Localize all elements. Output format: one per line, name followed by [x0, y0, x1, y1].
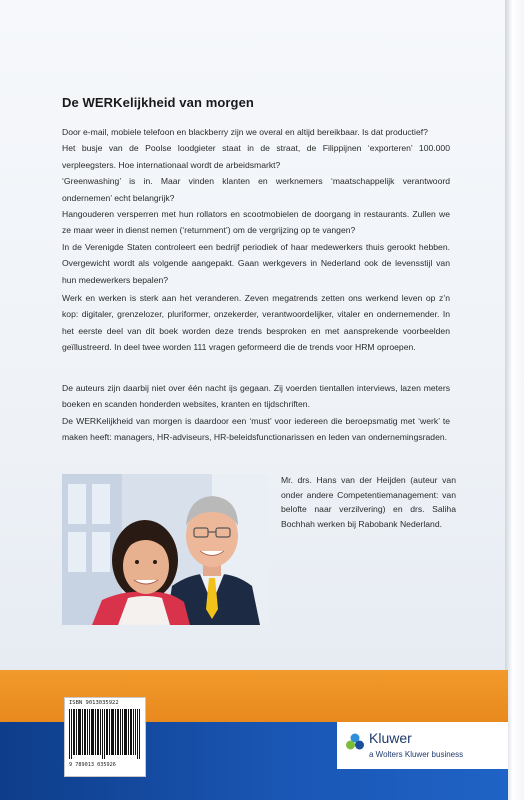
- kluwer-logo-icon: [345, 732, 365, 752]
- paragraph: In de Verenigde Staten controleert een bedrijf periodiek of haar medewerkers thuis gerookt hebben. Overgewicht wordt als volgende aangepakt. Gaan werkgevers in Nederland ook de levensstijl van hun medewerkers bepalen?: [62, 241, 450, 285]
- authors-caption: Mr. drs. Hans van der Heijden (auteur van onder andere Competentiemanagement: van belofte naar verzilvering) en drs. Saliha Bochhah werken bij Rabobank Nederland.: [281, 475, 456, 529]
- barcode-label: [64, 697, 146, 777]
- publisher-name: Kluwer: [369, 730, 412, 746]
- paragraph: Hangouderen versperren met hun rollators en scootmobielen de doorgang in restaurants. Zullen we ze maar weer in dienst nemen (‘returnment’) om de vergrijzing op te vangen?: [62, 209, 450, 236]
- authors-photo: [62, 474, 269, 625]
- authors-photo-illustration: [62, 474, 269, 625]
- isbn-text: ISBN 9013035922: [69, 700, 119, 706]
- paragraph: Door e-mail, mobiele telefoon en blackberry zijn we overal en altijd bereikbaar. Is dat productief?: [62, 127, 428, 137]
- publisher-logo: [337, 722, 508, 769]
- barcode-icon: [69, 709, 141, 759]
- paragraph: Werk en werken is sterk aan het veranderen. Zeven megatrends zetten ons werkend leven op z’n kop: digitaler, grenzelozer, pluriformer, onzekerder, verantwoordelijker, vitaler en ondernemender. In het eerste deel van dit boek worden deze trends besproken en met aansprekende voorbeelden geïllustreerd. In deel twee worden 111 vragen geformeerd die de trends voor HRM oproepen.: [62, 293, 450, 353]
- authors-paragraph-block: [62, 380, 450, 446]
- megatrends-paragraph-block: [62, 290, 450, 356]
- paragraph: ‘Greenwashing’ is in. Maar vinden klanten en werknemers ‘maatschappelijk verantwoord ondernemen’ echt belangrijk?: [62, 176, 450, 203]
- barcode-number: 9 789013 035926: [69, 762, 116, 768]
- book-title: De WERKelijkheid van morgen: [62, 95, 254, 110]
- intro-questions: [62, 124, 450, 288]
- paragraph: De WERKelijkheid van morgen is daardoor een ‘must’ voor iedereen die beroepsmatig met ‘werk’ te maken heeft: managers, HR-adviseurs, HR-beleidsfunctionarissen en leden van ondernemingsraden.: [62, 415, 450, 443]
- paragraph: Het busje van de Poolse loodgieter staat in de straat, de Filippijnen ‘exporteren’ 100.000 verpleegsters. Hoe internationaal wordt de arbeidsmarkt?: [62, 143, 450, 170]
- publisher-tagline: a Wolters Kluwer business: [369, 750, 464, 759]
- paragraph: De auteurs zijn daarbij niet over één nacht ijs gegaan. Zij voerden tientallen interviews, lazen meters boeken en scanden honderden websites, kranten en tijdschriften.: [62, 383, 450, 410]
